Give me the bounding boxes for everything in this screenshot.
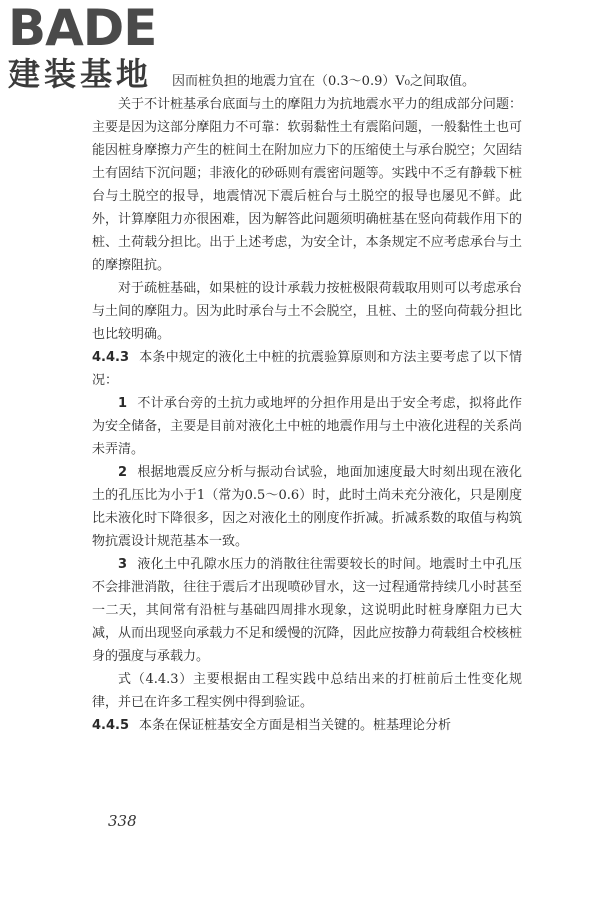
list-item-3 bbox=[92, 553, 522, 668]
paragraph-sparse-pile: 对于疏桩基础，如果桩的设计承载力按桩极限荷载取用则可以考虑承台与土间的摩阻力。因为此时承台与土不会脱空，且桩、土的竖向荷载分担比也比较明确。 bbox=[92, 281, 522, 342]
section-text: 本条在保证桩基安全方面是相当关键的。桩基理论分析 bbox=[139, 718, 452, 733]
logo-chinese-text: 建装基地 bbox=[8, 55, 153, 93]
list-item-1 bbox=[92, 392, 522, 461]
section-number: 4.4.5 bbox=[92, 718, 130, 733]
paragraph-continuation: 因而桩负担的地震力宜在（0.3～0.9）V₀之间取值。 bbox=[172, 74, 475, 89]
section-number: 4.4.3 bbox=[92, 350, 130, 365]
paragraph-friction: 关于不计桩基承台底面与土的摩阻力为抗地震水平力的组成部分问题：主要是因为这部分摩阻力不可靠：软弱黏性土有震陷问题，一般黏性土也可能因桩身摩擦力产生的桩间土在附加应力下的压缩使土与承台脱空；欠固结土有固结下沉问题；非液化的砂砾则有震密问题等。实践中不乏有静载下桩台与土脱空的报导，地震情况下震后桩台与土脱空的报导也屡见不鲜。此外，计算摩阻力亦很困难，因为解答此问题须明确桩基在竖向荷载作用下的桩、土荷载分担比。出于上述考虑，为安全计，本条规定不应考虑承台与土的摩擦阻抗。 bbox=[92, 97, 522, 273]
list-item-2 bbox=[92, 461, 522, 553]
item-number: 3 bbox=[118, 557, 128, 572]
section-4-4-3 bbox=[92, 346, 522, 392]
logo-wordmark: BADE bbox=[8, 0, 157, 57]
section-4-4-5 bbox=[92, 714, 522, 737]
paragraph-formula: 式（4.4.3）主要根据由工程实践中总结出来的打桩前后土性变化规律，并已在许多工程实例中得到验证。 bbox=[92, 672, 522, 710]
item-number: 2 bbox=[118, 465, 128, 480]
item-text: 不计承台旁的土抗力或地坪的分担作用是出于安全考虑，拟将此作为安全储备，主要是目前对液化土中桩的地震作用与土中液化进程的关系尚未弄清。 bbox=[92, 396, 522, 457]
section-text: 本条中规定的液化土中桩的抗震验算原则和方法主要考虑了以下情况： bbox=[92, 350, 522, 388]
item-text: 根据地震反应分析与振动台试验，地面加速度最大时刻出现在液化土的孔压比为小于1（常为0.5～0.6）时，此时土尚未充分液化，只是刚度比未液化时下降很多，因之对液化土的刚度作折减。折减系数的取值与构筑物抗震设计规范基本一致。 bbox=[92, 465, 522, 549]
item-number: 1 bbox=[118, 396, 128, 411]
page-number: 338 bbox=[108, 812, 137, 830]
document-body bbox=[92, 70, 522, 737]
item-text: 液化土中孔隙水压力的消散往往需要较长的时间。地震时土中孔压不会排泄消散，往往于震后才出现喷砂冒水，这一过程通常持续几小时甚至一二天，其间常有沿桩与基础四周排水现象，这说明此时桩身摩阻力已大减，从而出现竖向承载力不足和缓慢的沉降，因此应按静力荷载组合校核桩身的强度与承载力。 bbox=[92, 557, 522, 664]
